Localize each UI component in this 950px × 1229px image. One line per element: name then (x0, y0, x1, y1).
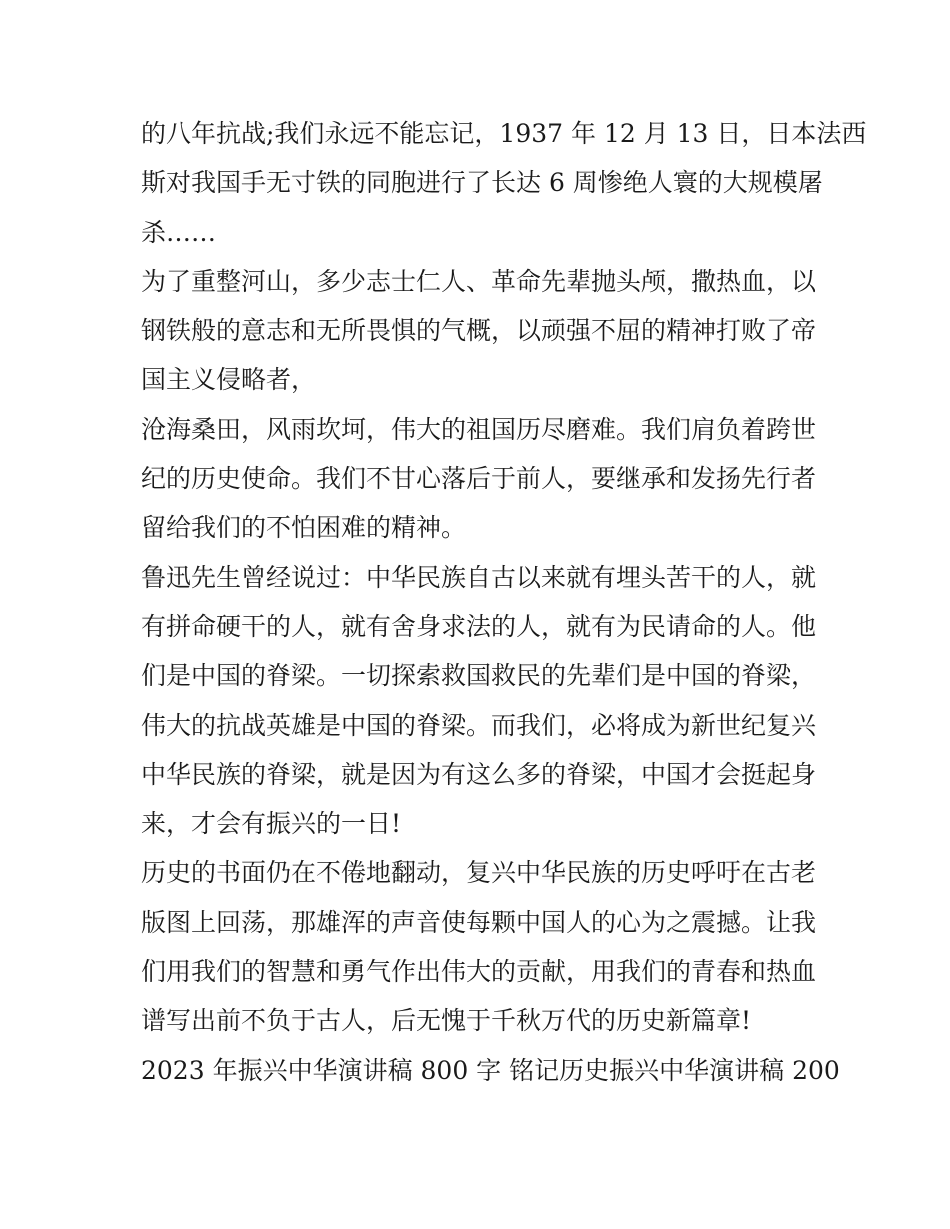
text-line-6: 国主义侵略者， (141, 365, 317, 395)
text-line-20: 2023 年振兴中华演讲稿 800 字 铭记历史振兴中华演讲稿 200 (141, 1055, 840, 1085)
text-line-11: 有拼命硬干的人，就有舍身求法的人，就有为民请命的人。他 (141, 611, 817, 641)
text-line-16: 历史的书面仍在不倦地翻动，复兴中华民族的历史呼吁在古老 (141, 858, 817, 888)
text-line-14: 中华民族的脊梁，就是因为有这么多的脊梁，中国才会挺起身 (141, 759, 817, 789)
text-line-2: 斯对我国手无寸铁的同胞进行了长达 6 周惨绝人寰的大规模屠 (141, 168, 823, 198)
text-line-4: 为了重整河山，多少志士仁人、革命先辈抛头颅，撒热血，以 (141, 266, 817, 296)
text-line-3: 杀…… (141, 217, 217, 247)
body-text (141, 109, 867, 1095)
text-line-8: 纪的历史使命。我们不甘心落后于前人，要继承和发扬先行者 (141, 464, 817, 494)
text-line-10: 鲁迅先生曾经说过：中华民族自古以来就有埋头苦干的人，就 (141, 562, 817, 592)
text-line-12: 们是中国的脊梁。一切探索救国救民的先辈们是中国的脊梁， (141, 661, 817, 691)
text-line-13: 伟大的抗战英雄是中国的脊梁。而我们，必将成为新世纪复兴 (141, 710, 817, 740)
text-line-9: 留给我们的不怕困难的精神。 (141, 513, 467, 543)
text-line-7: 沧海桑田，风雨坎坷，伟大的祖国历尽磨难。我们肩负着跨世 (141, 414, 817, 444)
text-line-17: 版图上回荡，那雄浑的声音使每颗中国人的心为之震撼。让我 (141, 907, 817, 937)
text-line-1: 的八年抗战;我们永远不能忘记，1937 年 12 月 13 日，日本法西 (141, 119, 867, 148)
text-line-5: 钢铁般的意志和无所畏惧的气概，以顽强不屈的精神打败了帝 (141, 316, 817, 346)
text-line-15: 来，才会有振兴的一日! (141, 809, 402, 839)
text-line-19: 谱写出前不负于古人，后无愧于千秋万代的历史新篇章! (141, 1006, 752, 1036)
text-line-18: 们用我们的智慧和勇气作出伟大的贡献，用我们的青春和热血 (141, 957, 817, 987)
